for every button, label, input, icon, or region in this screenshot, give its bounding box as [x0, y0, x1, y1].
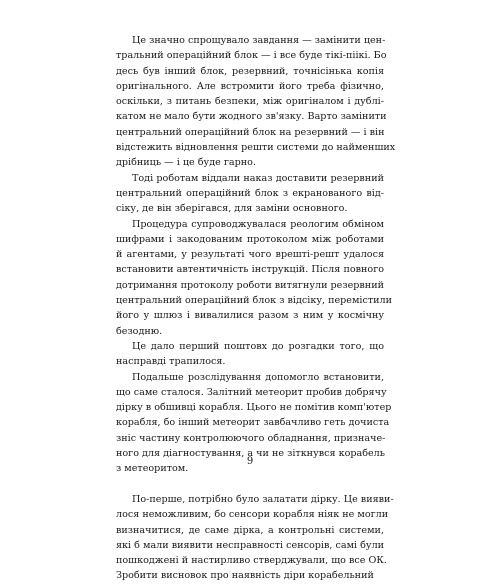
- text-line: сіку, де він зберігався, для заміни основного.: [116, 203, 348, 215]
- text-line: з метеоритом.: [116, 463, 189, 475]
- text-line: його у шлюз і вивалилися разом з ним у космічну: [116, 310, 384, 322]
- paragraph: [116, 171, 384, 217]
- paragraph: [116, 33, 396, 171]
- text-line: насправді трапилося.: [116, 356, 226, 368]
- text-line: які б мали виявити несправності сенсорів, самі були: [116, 539, 385, 551]
- text-line: центральний операційний блок з екранованого від-: [116, 187, 384, 199]
- text-line: відстежить відновлення решти системи до найменших: [116, 142, 396, 154]
- text-line: й агентами, у результаті чого врешті-решт удалося: [116, 249, 384, 261]
- text-line: центральний операційний блок з відсіку, перемістили: [116, 295, 393, 307]
- text-line: лося неможливим, бо сенсори корабля ніяк не могли: [116, 509, 389, 521]
- text-line: ного для діагностування, а чи не зіткнувся корабель: [116, 448, 386, 460]
- text-line: визначитися, де саме дірка, а контрольні системи,: [116, 524, 384, 536]
- text-line: Тоді роботам віддали наказ доставити резервний: [132, 172, 384, 184]
- text-line: Подальше розслідування допомогло встановити,: [132, 371, 384, 383]
- text-line: Процедура супроводжувалася реологим обміном: [132, 218, 384, 230]
- paragraph: [116, 339, 384, 370]
- text-line: По-перше, потрібно було залатати дірку. Це вияви-: [132, 493, 394, 505]
- text-line: шифрами і закодованим протоколом між роботами: [116, 233, 384, 245]
- page-number: 9: [246, 456, 254, 467]
- text-line: оригінального. Але встромити його треба фізично,: [116, 80, 384, 92]
- text-line: центральний операційний блок на резервний — і він: [116, 126, 385, 138]
- text-line: дірку в обшивці корабля. Цього не помітив комп'ютер: [116, 402, 392, 414]
- section-gap: [116, 477, 384, 492]
- text-line: Це значно спрощувало завдання — замінити цен-: [132, 35, 386, 46]
- text-line: встановити автентичність інструкцій. Після повного: [116, 264, 384, 276]
- text-line: Зробити висновок про наявність діри корабельний: [116, 570, 374, 582]
- text-line: дрібниць — і це буде гарно.: [116, 157, 256, 169]
- text-line: пошкоджені й настирливо стверджували, що все ОК.: [116, 555, 387, 567]
- text-line: оскільки, з питань безпеки, між оригіналом і дублі-: [116, 96, 384, 108]
- text-line: десь був інший блок, резервний, точнісінька копія: [116, 65, 384, 77]
- text-line: Це дало перший поштовх до розгадки того, що: [132, 340, 384, 352]
- text-line: катом не мало бути жодного зв'язку. Варто замінити: [116, 111, 387, 123]
- paragraph: [116, 492, 394, 584]
- text-line: що саме сталося. Залітний метеорит пробив добрячу: [116, 386, 387, 398]
- text-line: зніс частину контролюючого обладнання, призначе-: [116, 432, 386, 444]
- paragraph: [116, 217, 393, 339]
- text-line: дотримання протоколу роботи витягнули резервний: [116, 279, 384, 291]
- text-line: безодню.: [116, 325, 163, 337]
- body-text: [116, 33, 396, 584]
- text-line: тральний операційний блок — і все буде тікі-піікі. Бо: [116, 50, 387, 62]
- text-line: корабля, бо інший метеорит завбачливо геть дочиста: [116, 417, 390, 429]
